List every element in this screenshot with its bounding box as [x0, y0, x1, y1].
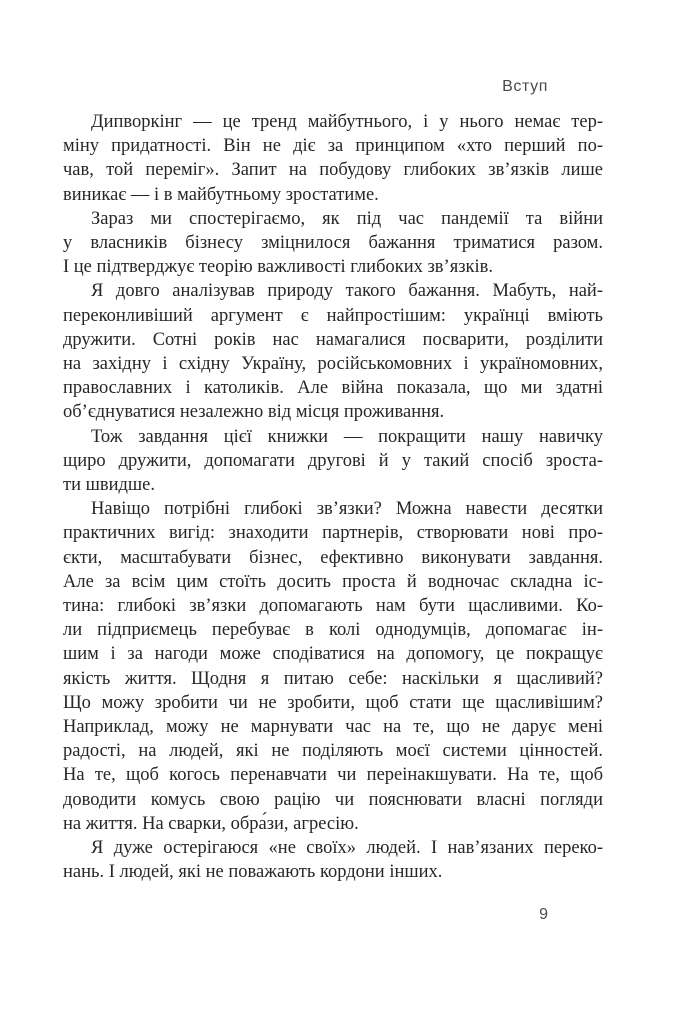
text-line: Навіщо потрібні глибокі зв’язки? Можна навести десятки: [91, 499, 603, 520]
text-line: у власників бізнесу зміцнилося бажання триматися разом.: [63, 233, 603, 254]
page-number: 9: [539, 906, 548, 923]
text-line: Дипворкінг — це тренд майбутнього, і у нього немає тер-: [91, 112, 603, 132]
text-line: І це підтверджує теорію важливості глибоких зв’язків.: [63, 257, 494, 278]
text-line: православних і католиків. Але війна показала, що ми здатні: [63, 378, 603, 399]
paragraph: [63, 836, 603, 884]
text-line: виникає — і в майбутньому зростатиме.: [63, 184, 379, 205]
text-line: єкти, масштабувати бізнес, ефективно виконувати завдання.: [63, 547, 603, 568]
text-line: дружити. Сотні років нас намагалися посварити, розділити: [63, 329, 603, 350]
text-line: міну придатності. Він не діє за принципом «хто перший по-: [63, 136, 603, 157]
text-line: На те, щоб когось перенавчати чи переінакшувати. На те, щоб: [63, 765, 603, 786]
text-line: якість життя. Щодня я питаю себе: наскільки я щасливий?: [63, 668, 603, 689]
text-line: об’єднуватися незалежно від місця проживання.: [63, 402, 445, 423]
paragraph: [63, 279, 603, 424]
text-line: Наприклад, можу не марнувати час на те, що не дарує мені: [63, 717, 603, 738]
text-line: Що можу зробити чи не зробити, щоб стати ще щасливішим?: [63, 692, 603, 713]
text-line: чав, той переміг». Запит на побудову глибоких зв’язків лише: [63, 160, 603, 181]
text-line: на життя. На сварки, обра́зи, агресію.: [63, 813, 359, 834]
text-line: тина: глибокі зв’язки допомагають нам бути щасливими. Ко-: [63, 596, 603, 617]
text-line: Я довго аналізував природу такого бажання. Мабуть, най-: [91, 281, 603, 302]
text-line: Але за всім цим стоїть досить проста й водночас складна іс-: [63, 571, 603, 592]
text-line: Тож завдання цієї книжки — покращити нашу навичку: [91, 426, 603, 447]
paragraph: [63, 497, 603, 836]
text-line: практичних вигід: знаходити партнерів, створювати нові про-: [63, 523, 603, 544]
paragraph: [63, 207, 603, 280]
paragraph: [63, 425, 603, 498]
text-line: радості, на людей, які не поділяють моєї системи цінностей.: [63, 741, 603, 762]
page-body: [63, 110, 603, 885]
text-line: шим і за нагоди може сподіватися на допомогу, це покращує: [63, 644, 603, 665]
running-header: Вступ: [502, 78, 548, 95]
text-line: нань. І людей, які не поважають кордони інших.: [63, 862, 443, 883]
text-line: Я дуже остерігаюся «не своїх» людей. І нав’язаних переко-: [91, 838, 603, 859]
text-line: переконливіший аргумент є найпростішим: українці вміють: [63, 305, 603, 326]
text-line: ти швидше.: [63, 475, 155, 496]
text-line: доводити комусь свою рацію чи пояснювати власні погляди: [63, 789, 603, 810]
text-line: Зараз ми спостерігаємо, як під час пандемії та війни: [91, 208, 603, 229]
text-line: на західну і східну Україну, російськомовних і україномовних,: [63, 354, 603, 375]
paragraph: [63, 110, 603, 207]
text-line: щиро дружити, допомагати другові й у такий спосіб зроста-: [63, 450, 603, 471]
text-line: ли підприємець перебуває в колі однодумців, допомагає ін-: [63, 620, 603, 641]
